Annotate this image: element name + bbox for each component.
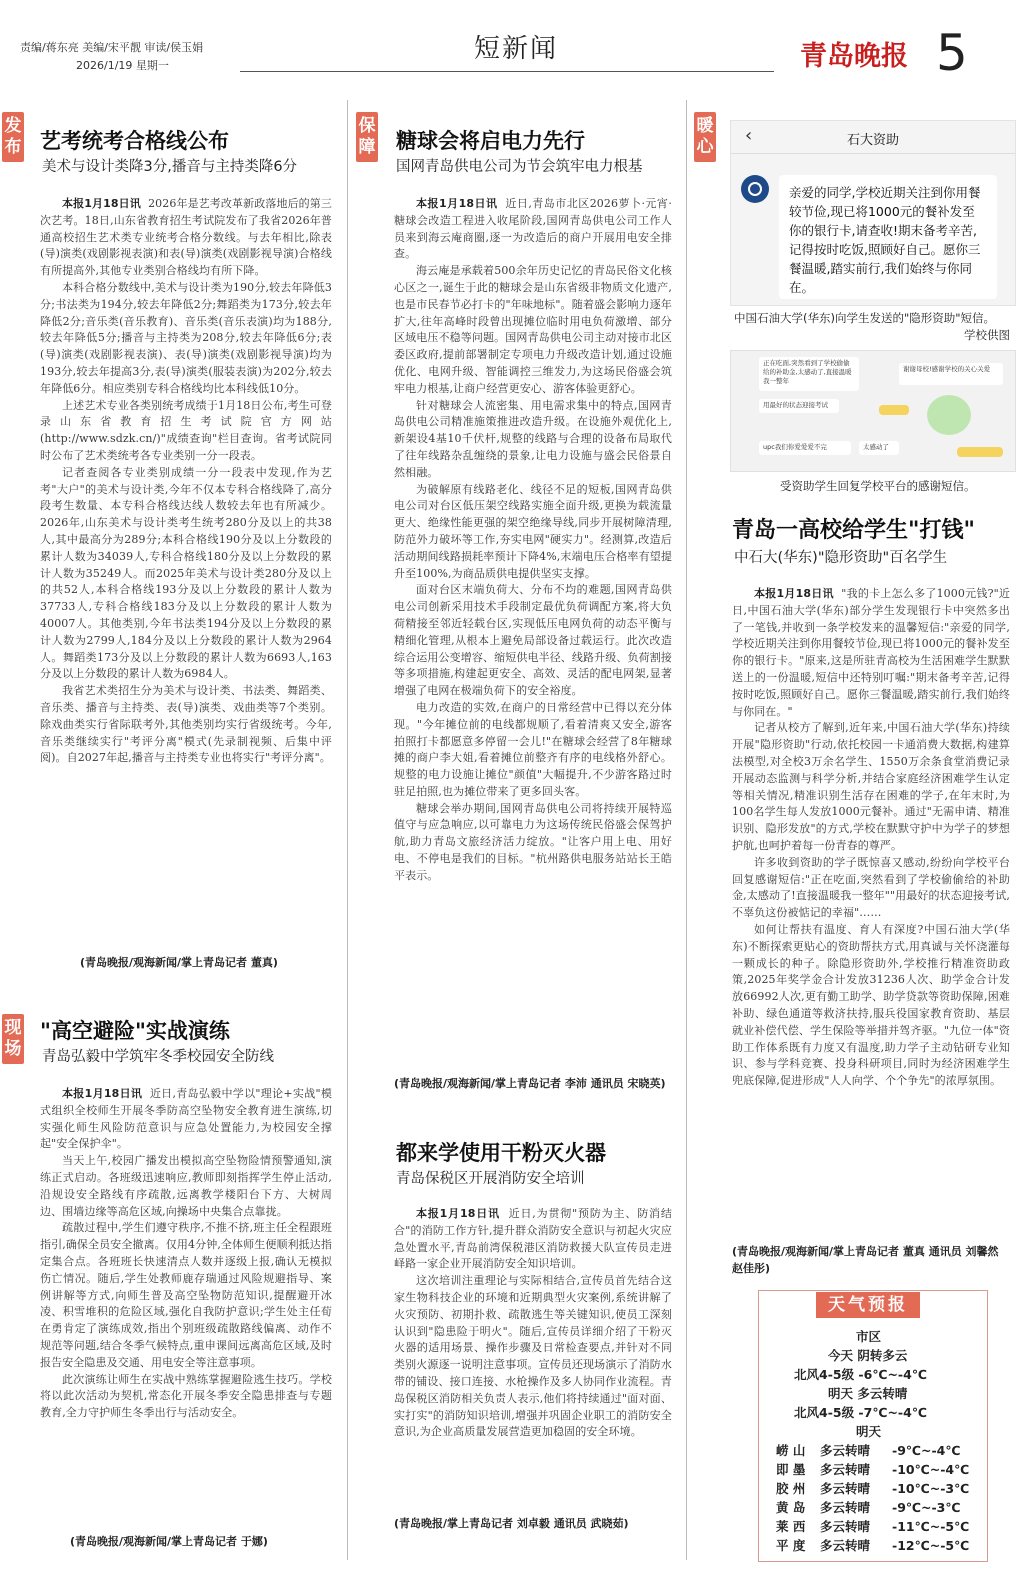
photo-caption: 受资助学生回复学校平台的感谢短信。 <box>780 479 976 493</box>
article-body <box>394 1206 672 1512</box>
weather-row <box>776 1479 969 1497</box>
article-lead: 本报1月18日讯 <box>416 1207 500 1220</box>
paragraph: 糖球会举办期间,国网青岛供电公司将持续开展特巡值守与应急响应,以可靠电力为这场传统民俗盛会保驾护航,助力青岛文旅经济活力绽放。"让客户用上电、用好电、不停电是我们的目标。"杭州路供电服务站站长王皓平表示。 <box>394 801 672 882</box>
article-subtitle: 中石大(华东)"隐形资助"百名学生 <box>734 550 948 566</box>
sms-sender-title: 石大资助 <box>846 133 899 148</box>
article-title: "高空避险"实战演练 <box>40 1019 230 1043</box>
article-body <box>40 1086 332 1530</box>
tag-char: 暖心 <box>696 116 714 157</box>
paragraph: 电力改造的实效,在商户的日常经营中已得以充分体现。"今年摊位前的电线都规顺了,看着清爽又安全,游客拍照打卡都愿意多停留一会儿!"在糖球会经营了8年糖球摊的商户李大姐,看着摊位前整齐有序的电线格外舒心。规整的电力设施让摊位"颜值"大幅提升,不少游客路过时驻足拍照,也为摊位带来了更多回头客。 <box>394 700 672 798</box>
weather-tomorrow-wind: 北风4-5级 -7℃~-4℃ <box>794 1405 927 1420</box>
paragraph: 这次培训注重理论与实际相结合,宣传员首先结合这家生物科技企业的环境和近期典型火灾案例,系统讲解了火灾预防、初期扑救、疏散逃生等关键知识,使员工深刻认识到"隐患险于明火"。随后,宣传员详细介绍了干粉灭火器的适用场景、操作步骤及日常检查要点,并针对不同类别火源逐一说明注意事项。宣传员还现场演示了消防水带的铺设、接口连接、水枪操作及多人协同作业流程。青岛保税区消防相关负责人表示,他们将持续通过"面对面、实打实"的消防知识培训,增强并巩固企业职工的消防安全意识,为企业高质量发展营造更加稳固的安全环境。 <box>394 1274 672 1439</box>
chat-bubble: upc我们你爱爱爱不完 <box>759 441 851 455</box>
issue-date: 2026/1/19 星期一 <box>76 59 169 72</box>
paragraph: 2026年是艺考改革新政落地后的第三次艺考。18日,山东省教育招生考试院发布了我省2026年普通高校招生艺术类专业统考合格分数线。与去年相比,除表(导)演类(戏剧影视表演)和表(导)演类(戏剧影视导演)合格线有所提高外,其他专业类别合格线均有所下降。 <box>40 197 332 278</box>
article-title: 糖球会将启电力先行 <box>396 129 585 153</box>
article-title: 青岛一高校给学生"打钱" <box>732 518 975 543</box>
weather-today: 今天 阴转多云 <box>828 1348 908 1363</box>
newspaper-logo: 青岛晚报 <box>800 41 908 72</box>
caption-text: 中国石油大学(华东)向学生发送的"隐形资助"短信。 <box>734 311 996 325</box>
weather-row <box>776 1441 961 1459</box>
article-subtitle: 青岛保税区开展消防安全培训 <box>396 1171 585 1187</box>
paragraph: 记者查阅各专业类别成绩一分一段表中发现,作为艺考"大户"的美术与设计类,今年不仅本专科合格线降了,高分段考生数量、本专科合格线达线人数较去年也有所减少。2026年,山东美术与设计类考生统考280分及以上的共38人,其中最高分为289分;本科合格线190分及以上分数段的累计人数为34039人,专科合格线180分及以上分数段的累计人数为35249人。而2025年美术与设计类280分及以上的共52人,本科合格线193分及以上分数段的累计人数为37733人,专科合格线183分及以上分数段的累计人数为40007人。其他类别,今年书法类194分及以上分数段的累计人数为2799人,184分及以上分数段的累计人数为2964人。舞蹈类173分及以上分数段的累计人数为6693人,163分及以上分数段的累计人数为6984人。 <box>40 465 332 681</box>
paragraph: 我省艺术类招生分为美术与设计类、书法类、舞蹈类、音乐类、播音与主持类、表(导)演类、戏曲类等7个类别。除戏曲类实行省际联考外,其他类别均实行省级统考。今年,音乐类继续实行"考评分离"模式(先录制视频、后集中评阅)。自2027年起,播音与主持类专业也将实行"考评分离"。 <box>40 684 332 765</box>
photo-caption <box>734 310 1010 344</box>
weather-title: 天气预报 <box>816 1292 920 1318</box>
article-credit: (青岛晚报/观海新闻/掌上青岛记者 董真 通讯员 刘馨然 赵佳彤) <box>732 1245 999 1275</box>
paragraph: 为破解原有线路老化、线径不足的短板,国网青岛供电公司对台区低压架空线路实施全面升级,更换为载流量更大、绝缘性能更强的架空绝缘导线,同步开展树障清理,防范外力破坏等工作,夯实电网"硬实力"。经测算,改造后活动期间线路损耗率预计下降4%,末端电压合格率有望提升至100%,为商品质供电提供坚实支撑。 <box>394 482 672 580</box>
paragraph: 疏散过程中,学生们遵守秩序,不推不挤,班主任全程跟班指引,确保全员安全撤离。仅用4分钟,全体师生便顺利抵达指定集合点。各班班长快速清点人数并逐级上报,确认无模拟伤亡情况。随后,学生处教师鹿存瑞通过风险规避指导、案例讲解等方式,向师生普及高空坠物防范知识,提醒避开冰凌、积雪堆积的危险区域,强化自我防护意识;学生处主任荀在勇肯定了演练成效,指出个别班级疏散路线偏离、动作不规范等问题,结合冬季气候特点,重申课间远离高危区域,及时报告安全隐患及交通、用电安全等注意事项。 <box>40 1221 332 1369</box>
header-rule <box>240 71 774 72</box>
page-number: 5 <box>936 24 968 82</box>
article-subtitle: 青岛弘毅中学筑牢冬季校园安全防线 <box>42 1049 274 1065</box>
article-body <box>40 196 332 946</box>
section-tag <box>2 112 24 162</box>
back-arrow-icon: ‹ <box>745 125 753 146</box>
paragraph: 此次演练让师生在实战中熟练掌握避险逃生技巧。学校将以此次活动为契机,常态化开展冬季安全隐患排查与专题教育,全力守护师生冬季出行与活动安全。 <box>40 1372 332 1420</box>
article-credit: (青岛晚报/观海新闻/掌上青岛记者 于娜) <box>70 1535 268 1548</box>
temperature-range: -9℃~-4℃ <box>892 1443 961 1458</box>
editor-credits: 责编/蒋东亮 美编/宋平靓 审读/侯玉娟 <box>20 41 204 54</box>
section-tag <box>694 112 716 162</box>
weather-condition: 多云转晴 <box>820 1462 871 1477</box>
paragraph: 海云庵是承载着500余年历史记忆的青岛民俗文化核心区之一,诞生于此的糖球会是山东省级非物质文化遗产,也是市民春节必打卡的"年味地标"。随着盛会影响力逐年扩大,往年高峰时段曾出现摊位临时用电负荷激增、部分区域电压不稳等问题。国网青岛供电公司主动对接市北区委区政府,提前部署制定专项电力升级改造计划,通过设施优化、电网升级、智能调控三维发力,为这场民俗盛会筑牢电力根基,让商户经营更安心、游客体验更舒心。 <box>394 264 672 395</box>
tag-char: 现场 <box>4 1018 22 1059</box>
emoji-row-icon <box>957 447 1003 457</box>
photo-credit: 学校供图 <box>964 328 1010 342</box>
tag-char: 发布 <box>4 116 22 157</box>
tag-char: 保障 <box>358 116 376 157</box>
temperature-range: -9℃~-3℃ <box>892 1500 961 1515</box>
paragraph: 记者从校方了解到,近年来,中国石油大学(华东)持续开展"隐形资助"行动,依托校园一卡通消费大数据,构建算法模型,对全校3万余名学生、1550万余条食堂消费记录开展动态监测与科学分析,并结合家庭经济困难学生认定等相关情况,精准识别生活存在困难的学子,在年末时,为100名学生每人发放1000元餐补。通过"无需申请、精准识别、隐形发放"的方式,学校在默默守护中为学子的梦想护航,也呵护着每一份青春的尊严。 <box>732 721 1010 852</box>
weather-row <box>776 1498 961 1516</box>
weather-row <box>776 1517 969 1535</box>
article-lead: 本报1月18日讯 <box>416 197 498 210</box>
cartoon-sticker-icon <box>927 395 971 435</box>
paragraph: 当天上午,校园广播发出模拟高空坠物险情预警通知,演练正式启动。各班级迅速响应,教师即刻指挥学生停止活动,沿规设安全路线有序疏散,远离教学楼阳台下方、大树周边、围墙边缘等高危区域,向操场中央集合点靠拢。 <box>40 1154 332 1218</box>
section-tag <box>356 112 378 162</box>
weather-condition: 多云转晴 <box>820 1443 871 1458</box>
temperature-range: -10℃~-4℃ <box>892 1462 970 1477</box>
sms-message: 亲爱的同学,学校近期关注到你用餐较节俭,现已将1000元的餐补发至你的银行卡,请查收!期末备考辛苦,记得按时吃饭,照顾好自己。愿你三餐温暖,踏实前行,我们始终与你同在。 <box>779 175 997 299</box>
district-name: 平 度 <box>776 1538 806 1553</box>
sms-screenshot <box>730 120 1016 306</box>
weather-condition: 多云转晴 <box>820 1538 871 1553</box>
article-credit: (青岛晚报/掌上青岛记者 刘卓毅 通讯员 武晓茹) <box>394 1517 629 1530</box>
chat-bubble: 正在吃面,突然看到了学校偷偷给的补助金,太感动了,直接温暖我一整年 <box>759 357 859 391</box>
paragraph: 上述艺术专业各类别统考成绩于1月18日公布,考生可登录山东省教育招生考试院官方网站(http://www.sdzk.cn/)"成绩查询"栏目查询。省考试院同时公布了艺术类统考各专业类别一分一段表。 <box>40 398 332 462</box>
weather-tomorrow-label: 明天 <box>856 1424 882 1439</box>
district-name: 崂 山 <box>776 1443 806 1458</box>
paragraph: 近日,青岛市北区2026萝卜·元宵·糖球会改造工程进入收尾阶段,国网青岛供电公司工作人员来到海云庵商圈,逐一为改造后的商户开展用电安全排查。 <box>394 197 672 261</box>
article-lead: 本报1月18日讯 <box>754 587 834 600</box>
article-subtitle: 美术与设计类降3分,播音与主持类降6分 <box>42 159 298 175</box>
paragraph: "我的卡上怎么多了1000元钱?"近日,中国石油大学(华东)部分学生发现银行卡中突然多出了一笔钱,并收到一条学校发来的温馨短信:"亲爱的同学,学校近期关注到你用餐较节俭,现已将1000元的餐补发至你的银行卡。"原来,这是所驻青高校为生活困难学生默默送上的一份温暖,短信中还特别叮嘱:"期末备考辛苦,记得按时吃饭,照顾好自己。愿你三餐温暖,踏实前行,我们始终与你同在。" <box>732 587 1010 718</box>
district-name: 胶 州 <box>776 1481 806 1496</box>
weather-today-wind: 北风4-5级 -6℃~-4℃ <box>794 1367 927 1382</box>
weather-condition: 多云转晴 <box>820 1481 871 1496</box>
chat-bubble: 太感动了 <box>859 441 899 455</box>
article-body <box>732 586 1010 1240</box>
paragraph: 许多收到资助的学子既惊喜又感动,纷纷向学校平台回复感谢短信:"正在吃面,突然看到了学校偷偷给的补助金,太感动了!直接温暖我一整年""用最好的状态迎接考试,不辜负这份被惦记的幸福"…… <box>732 855 1010 920</box>
paragraph: 如何让帮扶有温度、育人有深度?中国石油大学(华东)不断探索更贴心的资助帮扶方式,用真诚与关怀浇灌每一颗成长的种子。除隐形资助外,学校推行精准资助政策,2025年奖学金合计发放31236人次、助学金合计发放66992人次,更有勤工助学、助学贷款等资助保障,困难补助、绿色通道等救济扶持,服兵役国家教育资助、基层就业补偿代偿、学生保险等举措并驾齐驱。"九位一体"资助工作体系既有力度又有温度,助力学子主动钻研专业知识、参与学科竞赛、投身科研项目,同时为经济困难学生兜底保障,促进形成"人人向学、个个争先"的浓厚氛围。 <box>732 922 1010 1088</box>
weather-region: 市区 <box>856 1329 882 1344</box>
temperature-range: -10℃~-3℃ <box>892 1481 970 1496</box>
chat-bubble: 谢谢母校!感谢学校的关心关爱 <box>899 363 1003 385</box>
article-body <box>394 196 672 1072</box>
district-name: 即 墨 <box>776 1462 806 1477</box>
article-subtitle: 国网青岛供电公司为节会筑牢电力根基 <box>396 159 643 175</box>
column-divider <box>347 100 348 1560</box>
emoji-row-icon <box>879 405 909 415</box>
paragraph: 本科合格分数线中,美术与设计类为190分,较去年降低3分;书法类为194分,较去年降低2分;舞蹈类为173分,较去年降低2分;音乐类(音乐教育)、音乐类(音乐表演)均为188分,较去年降低5分;播音与主持类为208分,较去年降低6分;表(导)演类(戏剧影视表演)、表(导)演类(戏剧影视导演)均为193分,较去年提高3分,表(导)演类(服装表演)为202分,较去年降低6分。相应类别专科合格线均比本科线低10分。 <box>40 280 332 395</box>
divider <box>731 153 1015 154</box>
article-credit: (青岛晚报/观海新闻/掌上青岛记者 李沛 通讯员 宋晓英) <box>394 1077 666 1090</box>
paragraph: 近日,青岛弘毅中学以"理论+实战"模式组织全校师生开展冬季防高空坠物安全教育进生演练,切实强化师生风险防范意识与应急处置能力,为校园安全撑起"安全保护伞"。 <box>40 1087 332 1151</box>
paragraph: 近日,为贯彻"预防为主、防消结合"的消防工作方针,提升群众消防安全意识与初起火灾应急处置水平,青岛前湾保税港区消防救援大队宣传员走进峄路一家企业开展消防安全知识培训。 <box>394 1207 672 1271</box>
district-name: 莱 西 <box>776 1519 806 1534</box>
article-title: 都来学使用干粉灭火器 <box>396 1141 606 1165</box>
section-title: 短新闻 <box>474 34 559 64</box>
weather-tomorrow: 明天 多云转晴 <box>828 1386 908 1401</box>
article-title: 艺考统考合格线公布 <box>40 129 229 153</box>
weather-row <box>776 1536 969 1554</box>
school-avatar-icon <box>741 175 769 203</box>
section-tag <box>2 1014 24 1064</box>
weather-condition: 多云转晴 <box>820 1519 871 1534</box>
article-credit: (青岛晚报/观海新闻/掌上青岛记者 董真) <box>80 956 278 969</box>
temperature-range: -11℃~-5℃ <box>892 1519 970 1534</box>
column-divider <box>686 100 687 1560</box>
article-lead: 本报1月18日讯 <box>62 1087 143 1100</box>
chat-bubble: 用最好的状态迎接考试 <box>759 399 839 413</box>
temperature-range: -12℃~-5℃ <box>892 1538 970 1553</box>
paragraph: 针对糖球会人流密集、用电需求集中的特点,国网青岛供电公司精准施策推进改造升级。在设施外观优化上,新架设4基10千伏杆,规整的线路与合理的设备布局取代了往年线路杂乱缠绕的景象,让电力设施与盛会民俗景自然相融。 <box>394 398 672 479</box>
weather-condition: 多云转晴 <box>820 1500 871 1515</box>
article-lead: 本报1月18日讯 <box>62 197 141 210</box>
chat-screenshot <box>730 350 1016 472</box>
district-name: 黄 岛 <box>776 1500 806 1515</box>
weather-row <box>776 1460 969 1478</box>
paragraph: 面对台区末端负荷大、分布不均的难题,国网青岛供电公司创新采用技术手段制定最优负荷调配方案,将大负荷精接至邻近轻载台区,实现低压电网负荷的动态平衡与精细化管理,从根本上避免局部设备过载运行。此次改造综合运用公变增容、缩短供电半径、线路升级、负荷割接等多项措施,构建起更安全、高效、灵活的配电网架,显著增强了电网在极端负荷下的安全裕度。 <box>394 583 672 698</box>
